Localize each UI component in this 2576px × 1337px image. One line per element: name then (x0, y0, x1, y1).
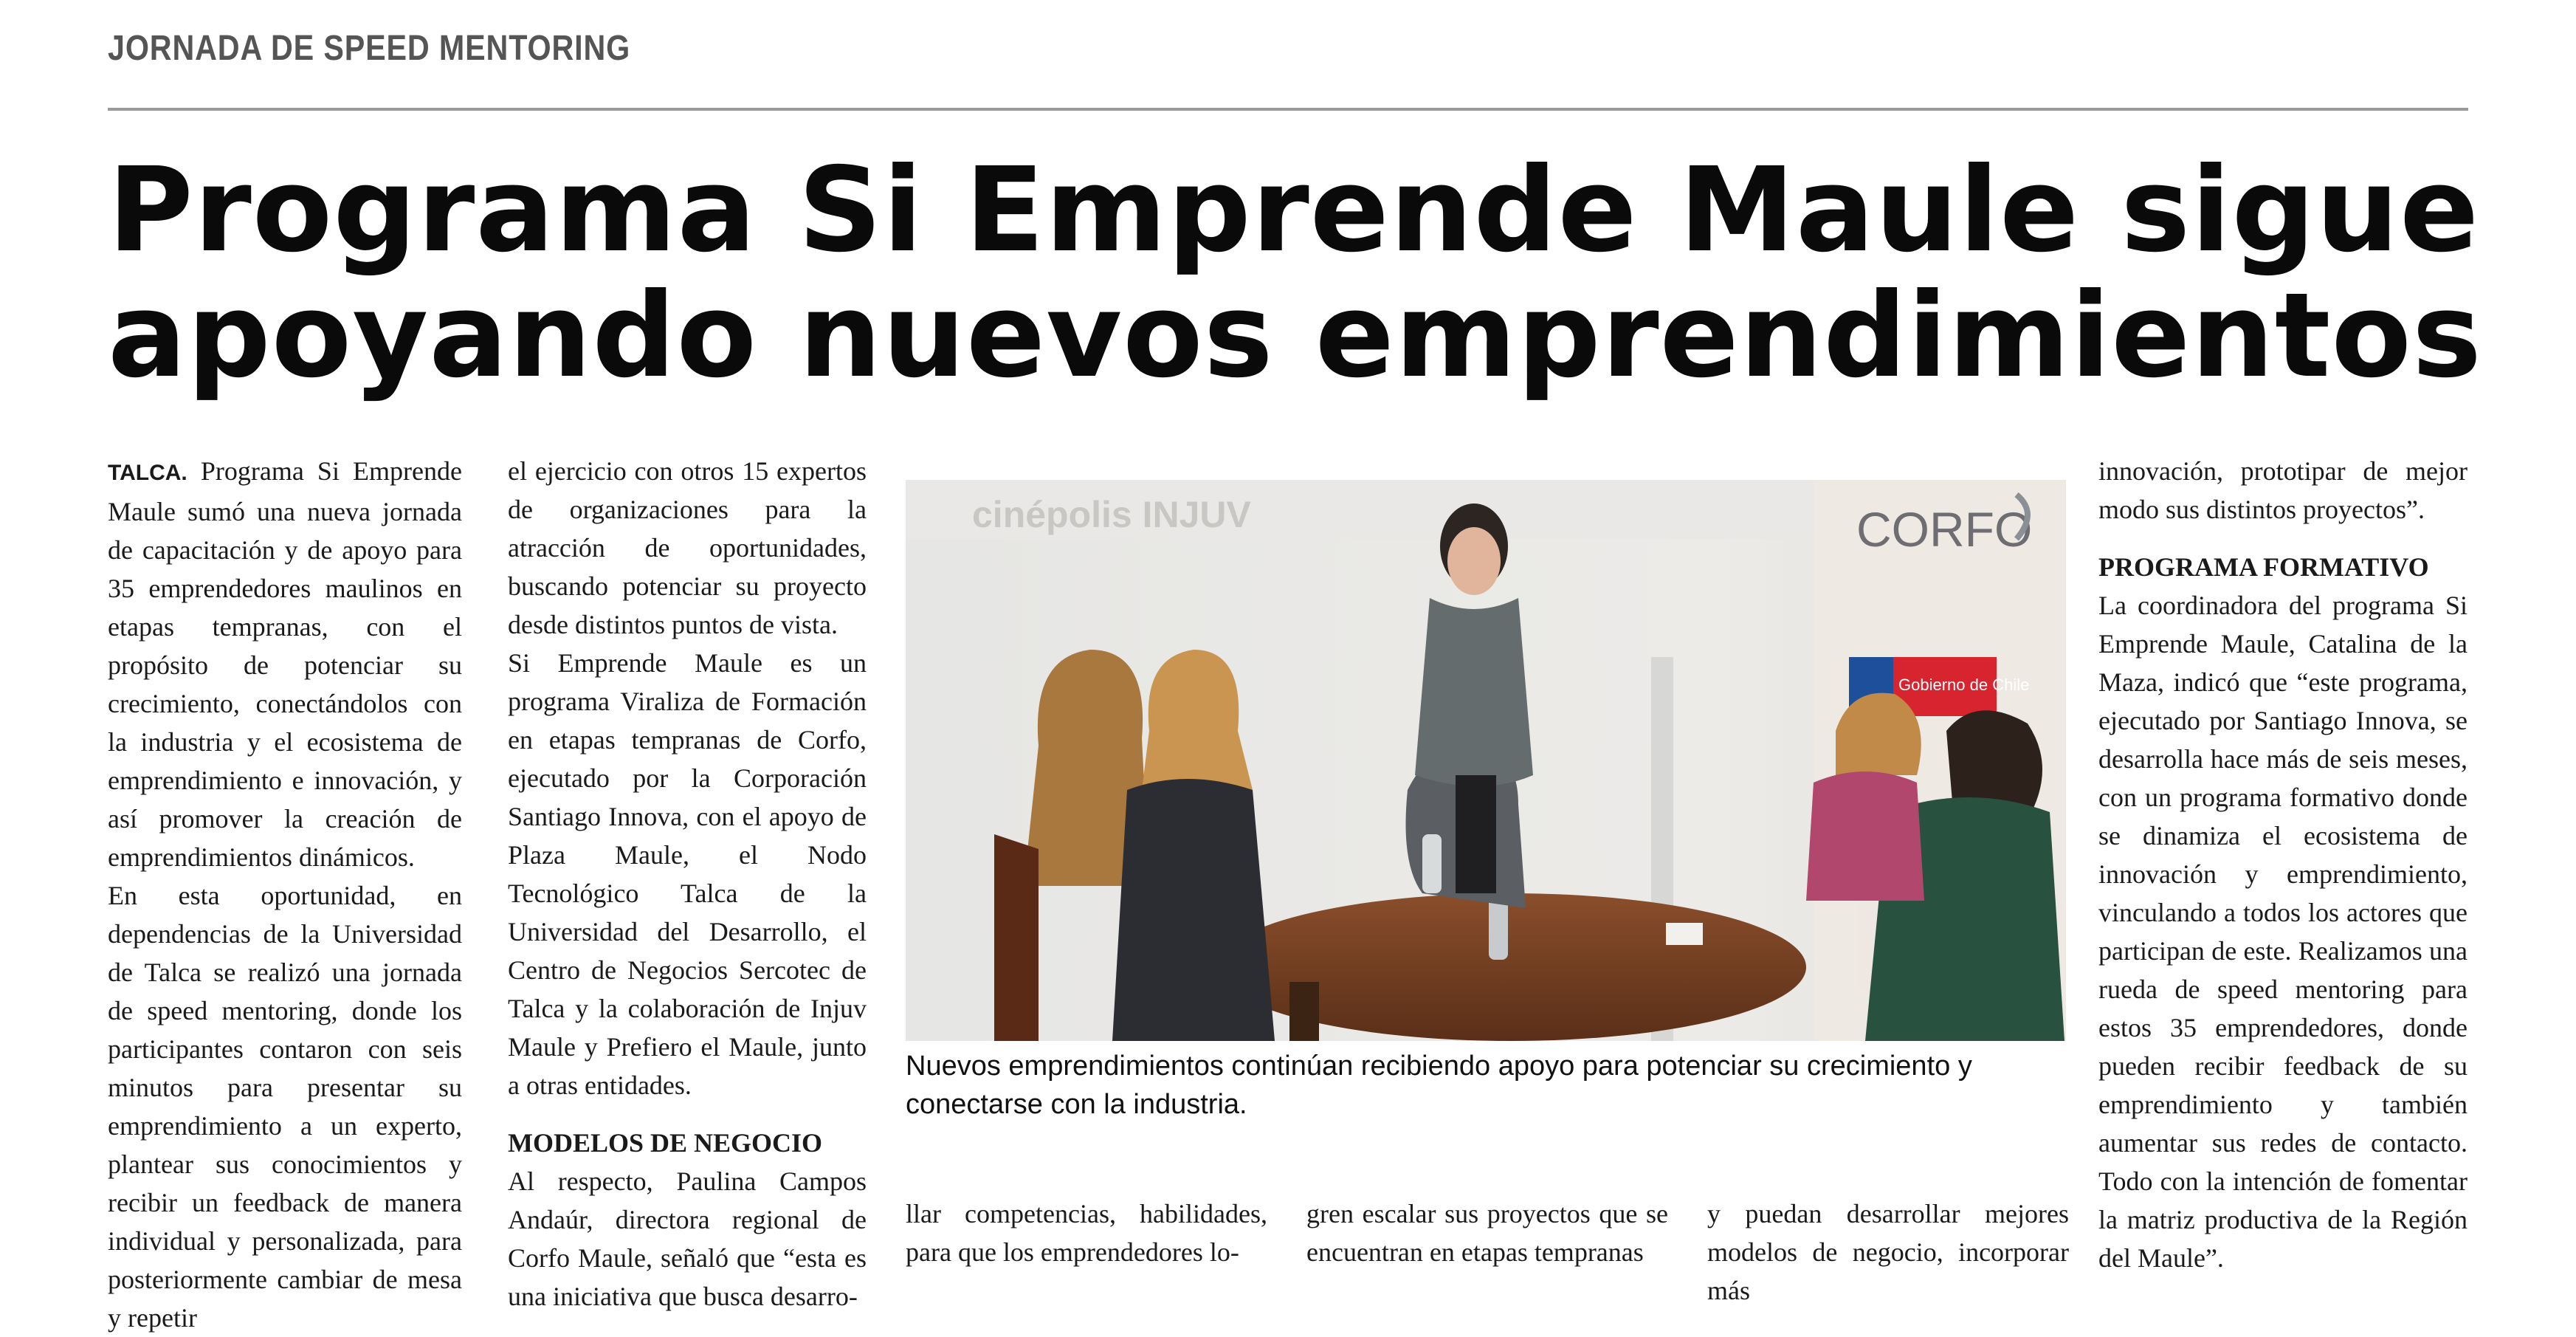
article-column-1 (108, 452, 462, 1337)
paragraph-lead (108, 452, 462, 876)
article-column-3 (2098, 452, 2467, 1277)
flag-label: Gobierno de Chile (1898, 676, 2030, 694)
paragraph: Si Emprende Maule es un programa Viraliza de Formación en etapas tempranas de Corfo, ejecutado por la Corporación Santiago Innova, con el apoyo de Plaza Maule, el Nodo Tecnológico Talca de la Universidad del Desarrollo, el Centro de Negocios Sercotec de Talca y la colaboración de Injuv Maule y Prefiero el Maule, junto a otras entidades. (508, 648, 867, 1100)
bottom-column-a: llar competencias, habilidades, para que los emprendedores lo- (906, 1199, 1267, 1267)
sign-left: cinépolis INJUV (972, 494, 1251, 535)
photo-caption: Nuevos emprendimientos continúan recibiendo apoyo para potenciar su crecimiento y conectarse con la industria. (906, 1051, 1972, 1120)
article-column-2 (508, 452, 867, 1316)
article-photo (906, 480, 2066, 1041)
header-rule (108, 108, 2468, 111)
paragraph: La coordinadora del programa Si Emprende Maule, Catalina de la Maza, indicó que “este programa, ejecutado por Santiago Innova, se desarrolla hace más de seis meses, con un programa formativo donde se dinamiza el ecosistema de innovación y emprendimiento, vinculando a todos los actores que participan de este. Realizamos una rueda de speed mentoring para estos 35 emprendedores, donde pueden recibir feedback de su emprendimiento y también aumentar sus redes de contacto. Todo con la intención de fomentar la matriz productiva de la Región del Maule”. (2098, 591, 2467, 1273)
section-label: JORNADA DE SPEED MENTORING (108, 29, 631, 68)
photo-illustration (906, 480, 2066, 1041)
paragraph: Al respecto, Paulina Campos Andaúr, directora regional de Corfo Maule, señaló que “esta es una iniciativa que busca desarro- (508, 1166, 867, 1311)
lead-text: Programa Si Emprende Maule sumó una nueva jornada de capacitación y de apoyo para 35 emprendedores maulinos en etapas tempranas, con el propósito de potenciar su crecimiento, conectándolos con la industria y el ecosistema de emprendimiento e innovación, y así promover la creación de emprendimientos dinámicos. (108, 456, 462, 872)
subhead-modelos: MODELOS DE NEGOCIO (508, 1128, 823, 1158)
corfo-logo: CORFO (1856, 502, 2033, 557)
headline-line-1: Programa Si Emprende Maule sigue (108, 142, 2480, 278)
subhead-programa: PROGRAMA FORMATIVO (2098, 552, 2429, 582)
dateline: TALCA. (108, 461, 187, 485)
paragraph: innovación, prototipar de mejor modo sus distintos proyectos”. (2098, 456, 2467, 524)
paragraph: el ejercicio con otros 15 expertos de organizaciones para la atracción de oportunidades, buscando potenciar su proyecto desde distintos puntos de vista. (508, 456, 867, 639)
headline (108, 142, 2492, 404)
paragraph: En esta oportunidad, en dependencias de la Universidad de Talca se realizó una jornada de speed mentoring, donde los participantes contaron con seis minutos para presentar su emprendimiento a un experto, plantear sus conocimientos y recibir un feedback de manera individual y personalizada, para posteriormente cambiar de mesa y repetir (108, 881, 462, 1333)
headline-line-2: apoyando nuevos emprendimientos (108, 268, 2482, 404)
bottom-column-c: y puedan desarrollar mejores modelos de negocio, incorporar más (1707, 1199, 2069, 1305)
bottom-column-b: gren escalar sus proyectos que se encuentran en etapas tempranas (1306, 1199, 1668, 1267)
